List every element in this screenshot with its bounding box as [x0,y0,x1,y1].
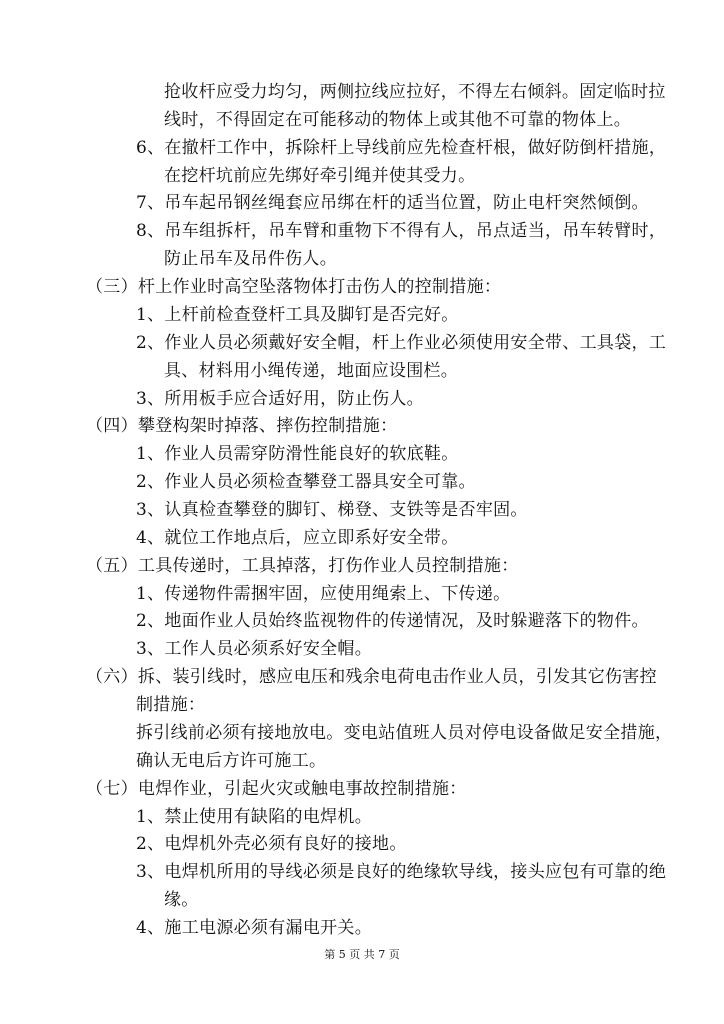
text-line: 具、材料用小绳传递，地面应设围栏。 [164,361,459,381]
text-line: 4、就位工作地点后，应立即系好安全带。 [136,528,459,548]
text-line: 3、认真检查攀登的脚钉、梯登、支铁等是否牢固。 [136,500,528,520]
text-line: 7、吊车起吊钢丝绳套应吊绑在杆的适当位置，防止电杆突然倾倒。 [136,193,649,213]
section-heading: （四）攀登构架时掉落、摔伤控制措施： [86,416,398,436]
text-line: 线时，不得固定在可能移动的物体上或其他不可靠的物体上。 [164,110,632,130]
text-line: 1、传递物件需捆牢固，应使用绳索上、下传递。 [136,584,511,604]
text-line: 3、工作人员必须系好安全帽。 [136,639,373,659]
text-line: 制措施： [136,695,206,715]
text-line: 拆引线前必须有接地放电。变电站值班人员对停电设备做足安全措施， [136,723,673,743]
text-line: 在挖杆坑前应先绑好牵引绳并使其受力。 [164,166,476,186]
text-line: 1、作业人员需穿防滑性能良好的软底鞋。 [136,444,459,464]
text-line: 3、所用板手应合适好用，防止伤人。 [136,389,424,409]
text-line: 6、在撤杆工作中，拆除杆上导线前应先检查杆根，做好防倒杆措施， [136,138,667,158]
section-heading: （三）杆上作业时高空坠落物体打击伤人的控制措施： [86,277,502,297]
page-footer: 第 5 页 共 7 页 [324,948,400,961]
section-heading: （五）工具传递时，工具掉落，打伤作业人员控制措施： [86,556,519,576]
text-line: 2、作业人员必须戴好安全帽，杆上作业必须使用安全带、工具袋，工 [136,333,667,353]
text-line: 4、施工电源必须有漏电开关。 [136,918,373,938]
text-line: 缘。 [164,890,199,910]
text-line: 2、作业人员必须检查攀登工器具安全可靠。 [136,472,476,492]
text-line: 8、吊车组拆杆，吊车臂和重物下不得有人，吊点适当，吊车转臂时， [136,221,667,241]
section-heading: （七）电焊作业，引起火灾或触电事故控制措施： [86,779,467,799]
text-line: 抢收杆应受力均匀，两侧拉线应拉好，不得左右倾斜。固定临时拉 [164,82,666,102]
text-line: 确认无电后方许可施工。 [136,751,327,771]
text-line: 2、电焊机外壳必须有良好的接地。 [136,834,407,854]
text-line: 2、地面作业人员始终监视物件的传递情况，及时躲避落下的物件。 [136,611,649,631]
text-line: 防止吊车及吊件伤人。 [164,249,337,269]
section-heading: （六）拆、装引线时，感应电压和残余电荷电击作业人员，引发其它伤害控 [86,667,657,687]
text-line: 3、电焊机所用的导线必须是良好的绝缘软导线，接头应包有可靠的绝 [136,862,667,882]
text-line: 1、上杆前检查登杆工具及脚钉是否完好。 [136,305,459,325]
text-line: 1、禁止使用有缺陷的电焊机。 [136,807,373,827]
